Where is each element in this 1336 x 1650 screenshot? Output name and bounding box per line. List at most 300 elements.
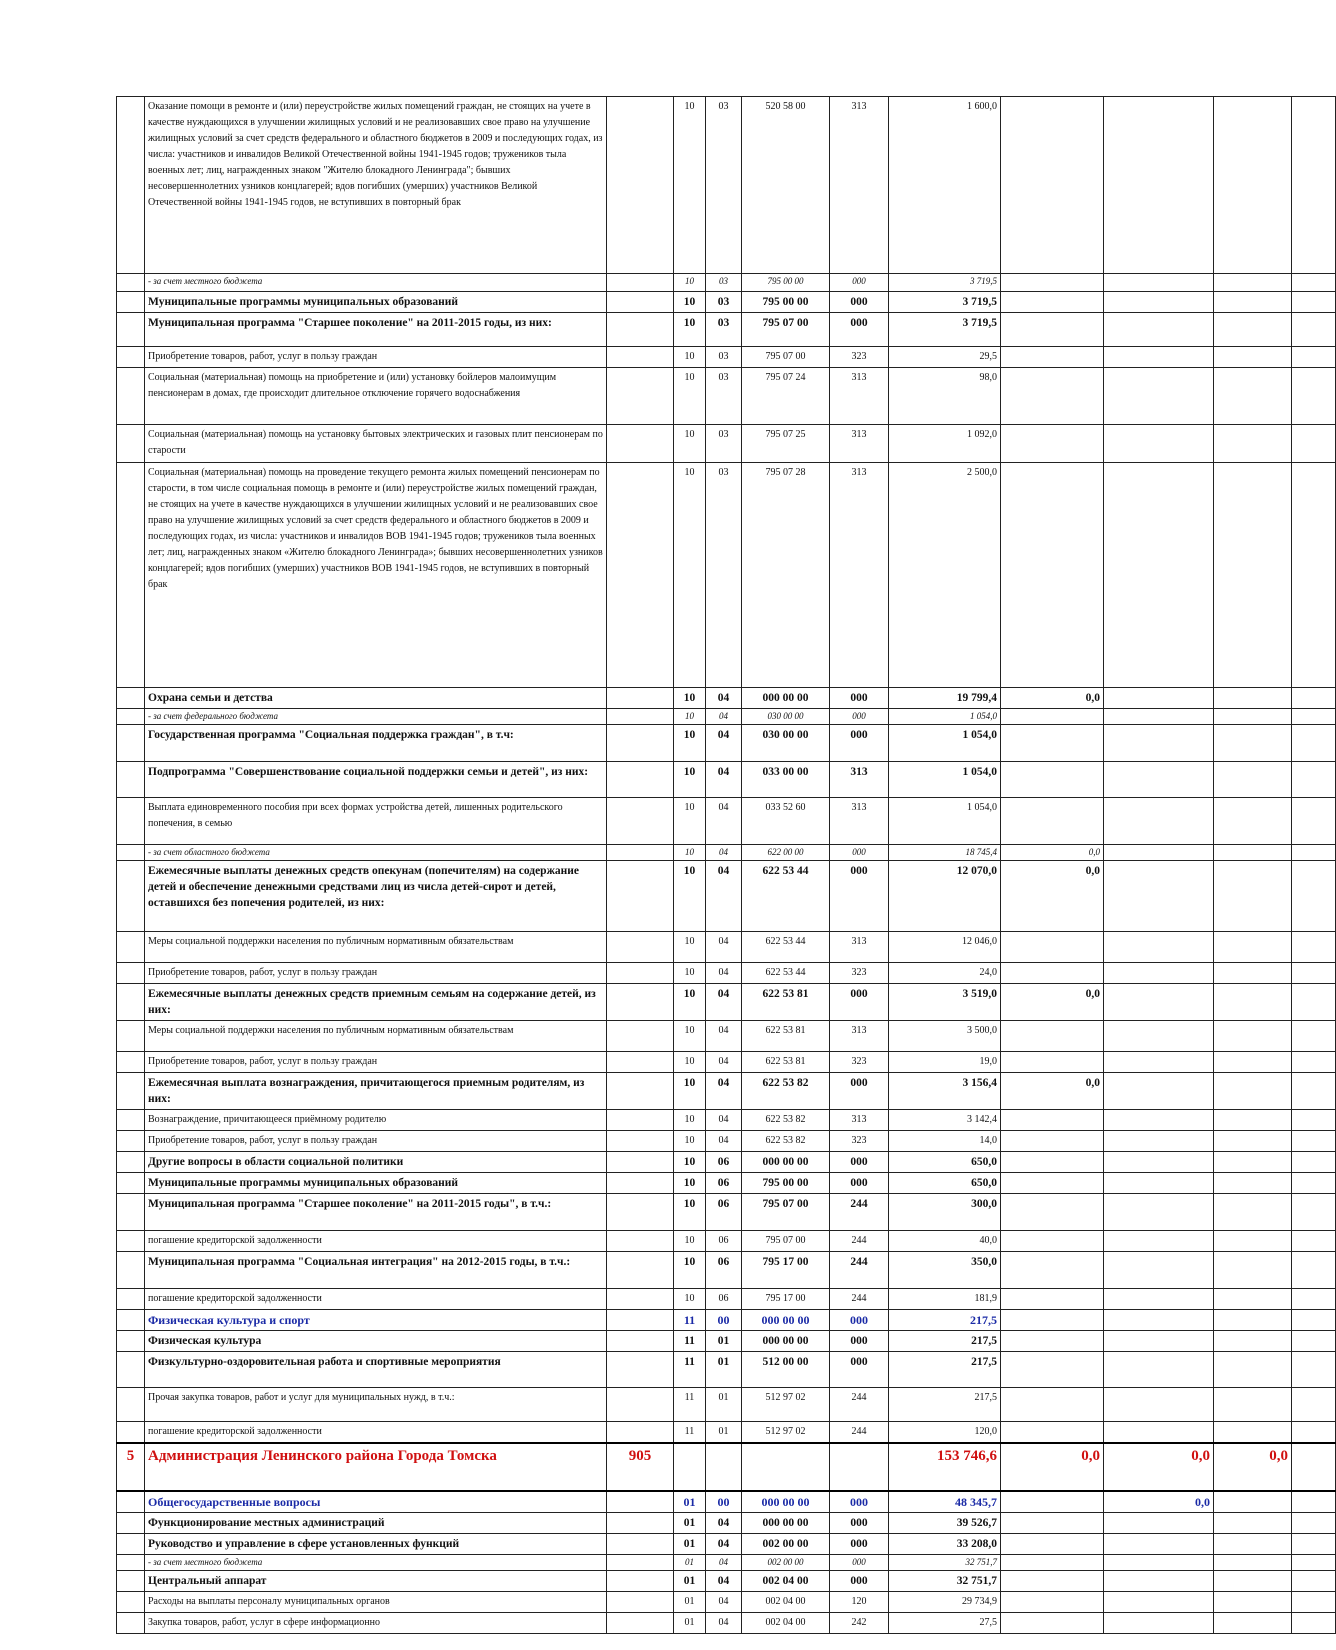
amount-cell: 350,0	[889, 1252, 1001, 1289]
row-index-cell	[117, 347, 145, 368]
description-cell: Ежемесячные выплаты денежных средств опекунам (попечителям) на содержание детей и обеспечение денежными средствами лиц из числа детей-сирот и детей, оставшихся без попечения родителей, из них:	[145, 861, 607, 932]
column-9-cell	[1104, 798, 1214, 845]
description-cell: Закупка товаров, работ, услуг в сфере информационно	[145, 1613, 607, 1634]
column-11-cell	[1292, 1289, 1336, 1310]
column-10-cell	[1214, 845, 1292, 861]
column-11-cell	[1292, 1021, 1336, 1052]
column-8-cell	[1001, 1571, 1104, 1592]
target-article-code-cell: 795 17 00	[742, 1289, 830, 1310]
column-9-cell	[1104, 1110, 1214, 1131]
row-index-cell	[117, 762, 145, 798]
row-index-cell	[117, 1534, 145, 1555]
column-9-cell	[1104, 845, 1214, 861]
table-row	[117, 97, 1336, 274]
section-code-cell: 10	[674, 1110, 706, 1131]
column-8-cell	[1001, 1194, 1104, 1231]
column-8-cell	[1001, 709, 1104, 725]
description-cell: Оказание помощи в ремонте и (или) переустройстве жилых помещений граждан, не стоящих на учете в качестве нуждающихся в улучшении жилищных условий и не реализовавших свое право на улучшение жилищных условий за счет средств федерального и областного бюджетов в 2009 и последующих годах, из числа: участников и инвалидов Великой Отечественной войны 1941-1945 годов; тружеников тыла военных лет; лиц, награжденных знаком "Жителю блокадного Ленинграда"; бывших несовершеннолетних узников концлагерей; вдов погибших (умерших) участников Великой Отечественной войны 1941-1945 годов, не вступивших в повторный брак	[145, 97, 607, 274]
expense-type-code-cell: 313	[830, 932, 889, 963]
description-cell: погашение кредиторской задолженности	[145, 1289, 607, 1310]
column-10-cell	[1214, 1194, 1292, 1231]
section-code-cell: 10	[674, 861, 706, 932]
amount-cell: 40,0	[889, 1231, 1001, 1252]
column-8-cell	[1001, 1052, 1104, 1073]
amount-cell: 1 054,0	[889, 725, 1001, 762]
amount-cell: 27,5	[889, 1613, 1001, 1634]
expense-type-code-cell: 323	[830, 1052, 889, 1073]
section-code-cell: 10	[674, 688, 706, 709]
column-9-cell	[1104, 274, 1214, 292]
target-article-code-cell: 000 00 00	[742, 1491, 830, 1513]
amount-cell: 217,5	[889, 1310, 1001, 1331]
section-code-cell: 10	[674, 798, 706, 845]
column-11-cell	[1292, 347, 1336, 368]
row-index-cell	[117, 292, 145, 313]
column-11-cell	[1292, 1231, 1336, 1252]
column-8-cell	[1001, 1231, 1104, 1252]
table-row	[117, 963, 1336, 984]
column-8-cell	[1001, 1331, 1104, 1352]
column-10-cell	[1214, 1422, 1292, 1444]
column-9-cell	[1104, 1073, 1214, 1110]
expense-type-code-cell: 000	[830, 1331, 889, 1352]
table-row	[117, 1173, 1336, 1194]
expense-type-code-cell: 323	[830, 1131, 889, 1152]
expense-type-code-cell: 000	[830, 274, 889, 292]
column-10-cell	[1214, 1513, 1292, 1534]
expense-type-code-cell: 313	[830, 463, 889, 688]
row-index-cell	[117, 1131, 145, 1152]
amount-cell: 32 751,7	[889, 1555, 1001, 1571]
amount-cell: 217,5	[889, 1331, 1001, 1352]
column-11-cell	[1292, 463, 1336, 688]
section-code-cell: 11	[674, 1388, 706, 1422]
row-index-cell	[117, 1352, 145, 1388]
table-row	[117, 762, 1336, 798]
grbs-code-cell	[607, 1173, 674, 1194]
column-8-cell	[1001, 97, 1104, 274]
column-9-cell	[1104, 1331, 1214, 1352]
column-10-cell	[1214, 1231, 1292, 1252]
subsection-code-cell: 04	[706, 1131, 742, 1152]
column-11-cell	[1292, 313, 1336, 347]
column-8-cell	[1001, 1152, 1104, 1173]
table-row	[117, 1613, 1336, 1634]
grbs-code-cell	[607, 984, 674, 1021]
expense-type-code-cell: 000	[830, 845, 889, 861]
amount-cell: 12 070,0	[889, 861, 1001, 932]
description-cell: Социальная (материальная) помощь на проведение текущего ремонта жилых помещений пенсионерам по старости, в том числе социальная помощь в ремонте и (или) переустройстве жилых помещений граждан, не стоящих на учете в качестве нуждающихся в улучшении жилищных условий и не реализовавших свое право на улучшение жилищных условий за счет средств федерального и областного бюджетов в 2009 и последующих годах, из числа: участников и инвалидов ВОВ 1941-1945 годов; тружеников тыла военных лет; лиц, награжденных знаком «Жителю блокадного Ленинграда»; бывших несовершеннолетних узников концлагерей; вдов погибших (умерших) участников ВОВ 1941-1945 годов, не вступивших в повторный брак	[145, 463, 607, 688]
column-11-cell	[1292, 725, 1336, 762]
target-article-code-cell: 795 17 00	[742, 1252, 830, 1289]
target-article-code-cell: 520 58 00	[742, 97, 830, 274]
column-9-cell	[1104, 1513, 1214, 1534]
description-cell: Физическая культура	[145, 1331, 607, 1352]
column-10-cell	[1214, 1592, 1292, 1613]
column-9-cell	[1104, 368, 1214, 425]
target-article-code-cell: 622 53 81	[742, 1052, 830, 1073]
table-row	[117, 1422, 1336, 1444]
subsection-code-cell: 04	[706, 845, 742, 861]
column-11-cell	[1292, 932, 1336, 963]
table-row	[117, 984, 1336, 1021]
expense-type-code-cell: 313	[830, 798, 889, 845]
column-10-cell	[1214, 1110, 1292, 1131]
column-8-cell: 0,0	[1001, 1073, 1104, 1110]
section-code-cell: 10	[674, 1152, 706, 1173]
subsection-code-cell: 03	[706, 313, 742, 347]
amount-cell: 153 746,6	[889, 1443, 1001, 1491]
column-11-cell	[1292, 798, 1336, 845]
column-9-cell	[1104, 963, 1214, 984]
section-code-cell: 10	[674, 984, 706, 1021]
expense-type-code-cell: 244	[830, 1252, 889, 1289]
target-article-code-cell: 512 00 00	[742, 1352, 830, 1388]
target-article-code-cell: 030 00 00	[742, 709, 830, 725]
column-9-cell	[1104, 1021, 1214, 1052]
amount-cell: 33 208,0	[889, 1534, 1001, 1555]
row-index-cell	[117, 1491, 145, 1513]
grbs-code-cell	[607, 1110, 674, 1131]
grbs-code-cell: 905	[607, 1443, 674, 1491]
description-cell: Социальная (материальная) помощь на приобретение и (или) установку бойлеров малоимущим пенсионерам в домах, где происходит длительное отключение горячего водоснабжения	[145, 368, 607, 425]
column-10-cell	[1214, 1331, 1292, 1352]
row-index-cell	[117, 1613, 145, 1634]
column-10-cell	[1214, 1052, 1292, 1073]
description-cell: Другие вопросы в области социальной политики	[145, 1152, 607, 1173]
target-article-code-cell: 795 07 00	[742, 1231, 830, 1252]
grbs-code-cell	[607, 1131, 674, 1152]
subsection-code-cell: 03	[706, 425, 742, 463]
subsection-code-cell: 04	[706, 688, 742, 709]
expense-type-code-cell: 000	[830, 688, 889, 709]
grbs-code-cell	[607, 762, 674, 798]
expense-type-code-cell: 244	[830, 1388, 889, 1422]
table-row	[117, 688, 1336, 709]
column-11-cell	[1292, 1310, 1336, 1331]
column-9-cell	[1104, 1231, 1214, 1252]
grbs-code-cell	[607, 1231, 674, 1252]
grbs-code-cell	[607, 1388, 674, 1422]
column-11-cell	[1292, 1073, 1336, 1110]
column-10-cell	[1214, 368, 1292, 425]
table-row	[117, 292, 1336, 313]
amount-cell: 19,0	[889, 1052, 1001, 1073]
column-8-cell	[1001, 1352, 1104, 1388]
description-cell: Функционирование местных администраций	[145, 1513, 607, 1534]
section-code-cell: 01	[674, 1513, 706, 1534]
section-code-cell: 10	[674, 1289, 706, 1310]
description-cell: Выплата единовременного пособия при всех формах устройства детей, лишенных родительского попечения, в семью	[145, 798, 607, 845]
description-cell: погашение кредиторской задолженности	[145, 1422, 607, 1444]
amount-cell: 181,9	[889, 1289, 1001, 1310]
row-index-cell	[117, 1231, 145, 1252]
row-index-cell	[117, 1110, 145, 1131]
column-10-cell	[1214, 1352, 1292, 1388]
row-index-cell	[117, 97, 145, 274]
row-index-cell	[117, 313, 145, 347]
description-cell: Прочая закупка товаров, работ и услуг для муниципальных нужд, в т.ч.:	[145, 1388, 607, 1422]
column-11-cell	[1292, 1534, 1336, 1555]
column-10-cell	[1214, 762, 1292, 798]
column-11-cell	[1292, 1110, 1336, 1131]
column-10-cell	[1214, 1571, 1292, 1592]
column-8-cell	[1001, 463, 1104, 688]
description-cell: Муниципальная программа "Старшее поколение" на 2011-2015 годы, из них:	[145, 313, 607, 347]
subsection-code-cell: 06	[706, 1194, 742, 1231]
column-8-cell: 0,0	[1001, 845, 1104, 861]
expense-type-code-cell: 000	[830, 984, 889, 1021]
column-9-cell	[1104, 347, 1214, 368]
table-row	[117, 1555, 1336, 1571]
column-8-cell	[1001, 347, 1104, 368]
row-index-cell	[117, 1073, 145, 1110]
section-code-cell: 10	[674, 368, 706, 425]
column-10-cell	[1214, 463, 1292, 688]
target-article-code-cell: 002 04 00	[742, 1592, 830, 1613]
section-code-cell	[674, 1443, 706, 1491]
amount-cell: 1 054,0	[889, 762, 1001, 798]
amount-cell: 3 719,5	[889, 313, 1001, 347]
column-9-cell	[1104, 861, 1214, 932]
column-10-cell	[1214, 1173, 1292, 1194]
grbs-code-cell	[607, 368, 674, 425]
grbs-code-cell	[607, 1194, 674, 1231]
description-cell: Руководство и управление в сфере установленных функций	[145, 1534, 607, 1555]
subsection-code-cell: 03	[706, 368, 742, 425]
column-8-cell	[1001, 368, 1104, 425]
subsection-code-cell: 04	[706, 1021, 742, 1052]
description-cell: Приобретение товаров, работ, услуг в пользу граждан	[145, 347, 607, 368]
section-code-cell: 01	[674, 1491, 706, 1513]
subsection-code-cell: 01	[706, 1422, 742, 1444]
target-article-code-cell: 000 00 00	[742, 1513, 830, 1534]
section-code-cell: 10	[674, 1194, 706, 1231]
description-cell: Приобретение товаров, работ, услуг в пользу граждан	[145, 1131, 607, 1152]
expense-type-code-cell: 313	[830, 97, 889, 274]
column-11-cell	[1292, 1352, 1336, 1388]
target-article-code-cell: 622 53 44	[742, 932, 830, 963]
row-index-cell	[117, 274, 145, 292]
column-10-cell	[1214, 963, 1292, 984]
expense-type-code-cell: 313	[830, 762, 889, 798]
amount-cell: 1 054,0	[889, 798, 1001, 845]
subsection-code-cell: 04	[706, 1513, 742, 1534]
row-index-cell	[117, 1252, 145, 1289]
grbs-code-cell	[607, 97, 674, 274]
column-10-cell	[1214, 1252, 1292, 1289]
table-row	[117, 347, 1336, 368]
grbs-code-cell	[607, 1073, 674, 1110]
table-row	[117, 313, 1336, 347]
table-row	[117, 1331, 1336, 1352]
table-row	[117, 709, 1336, 725]
row-index-cell	[117, 1388, 145, 1422]
amount-cell: 24,0	[889, 963, 1001, 984]
section-code-cell: 10	[674, 725, 706, 762]
description-cell: Физическая культура и спорт	[145, 1310, 607, 1331]
amount-cell: 300,0	[889, 1194, 1001, 1231]
column-11-cell	[1292, 1422, 1336, 1444]
column-9-cell	[1104, 1194, 1214, 1231]
row-index-cell	[117, 368, 145, 425]
amount-cell: 3 519,0	[889, 984, 1001, 1021]
target-article-code-cell: 512 97 02	[742, 1388, 830, 1422]
column-8-cell	[1001, 1513, 1104, 1534]
subsection-code-cell: 04	[706, 932, 742, 963]
amount-cell: 2 500,0	[889, 463, 1001, 688]
column-11-cell	[1292, 1388, 1336, 1422]
column-9-cell	[1104, 1534, 1214, 1555]
description-cell: Администрация Ленинского района Города Томска	[145, 1443, 607, 1491]
row-index-cell: 5	[117, 1443, 145, 1491]
amount-cell: 48 345,7	[889, 1491, 1001, 1513]
grbs-code-cell	[607, 1491, 674, 1513]
row-index-cell	[117, 1555, 145, 1571]
target-article-code-cell: 000 00 00	[742, 1152, 830, 1173]
column-11-cell	[1292, 1443, 1336, 1491]
table-row	[117, 1194, 1336, 1231]
subsection-code-cell: 04	[706, 1592, 742, 1613]
description-cell: Общегосударственные вопросы	[145, 1491, 607, 1513]
column-11-cell	[1292, 845, 1336, 861]
column-8-cell	[1001, 1491, 1104, 1513]
column-9-cell	[1104, 1310, 1214, 1331]
table-row	[117, 1310, 1336, 1331]
target-article-code-cell: 002 00 00	[742, 1555, 830, 1571]
amount-cell: 1 600,0	[889, 97, 1001, 274]
expense-type-code-cell: 000	[830, 292, 889, 313]
row-index-cell	[117, 963, 145, 984]
row-index-cell	[117, 1422, 145, 1444]
column-10-cell	[1214, 313, 1292, 347]
row-index-cell	[117, 1592, 145, 1613]
subsection-code-cell: 03	[706, 463, 742, 688]
column-9-cell	[1104, 709, 1214, 725]
section-code-cell: 10	[674, 1021, 706, 1052]
column-8-cell: 0,0	[1001, 688, 1104, 709]
table-row	[117, 932, 1336, 963]
column-11-cell	[1292, 1491, 1336, 1513]
amount-cell: 650,0	[889, 1152, 1001, 1173]
grbs-code-cell	[607, 1352, 674, 1388]
section-code-cell: 10	[674, 313, 706, 347]
column-10-cell	[1214, 725, 1292, 762]
description-cell: Государственная программа "Социальная поддержка граждан", в т.ч:	[145, 725, 607, 762]
column-9-cell	[1104, 1252, 1214, 1289]
column-11-cell	[1292, 1613, 1336, 1634]
expense-type-code-cell: 242	[830, 1613, 889, 1634]
column-10-cell	[1214, 274, 1292, 292]
column-10-cell	[1214, 1555, 1292, 1571]
grbs-code-cell	[607, 1289, 674, 1310]
description-cell: Подпрограмма "Совершенствование социальной поддержки семьи и детей", из них:	[145, 762, 607, 798]
table-row	[117, 1252, 1336, 1289]
grbs-code-cell	[607, 1513, 674, 1534]
section-code-cell: 10	[674, 463, 706, 688]
column-8-cell	[1001, 1021, 1104, 1052]
expense-type-code-cell: 000	[830, 709, 889, 725]
target-article-code-cell: 795 07 00	[742, 313, 830, 347]
target-article-code-cell: 622 53 82	[742, 1110, 830, 1131]
expense-type-code-cell: 000	[830, 313, 889, 347]
table-row	[117, 1592, 1336, 1613]
row-index-cell	[117, 984, 145, 1021]
row-index-cell	[117, 798, 145, 845]
expense-type-code-cell: 313	[830, 1110, 889, 1131]
column-9-cell	[1104, 1052, 1214, 1073]
column-10-cell	[1214, 1073, 1292, 1110]
section-code-cell: 10	[674, 963, 706, 984]
column-11-cell	[1292, 1555, 1336, 1571]
row-index-cell	[117, 1052, 145, 1073]
column-10-cell	[1214, 1613, 1292, 1634]
amount-cell: 39 526,7	[889, 1513, 1001, 1534]
target-article-code-cell: 033 52 60	[742, 798, 830, 845]
column-9-cell	[1104, 97, 1214, 274]
row-index-cell	[117, 688, 145, 709]
row-index-cell	[117, 463, 145, 688]
description-cell: Муниципальная программа "Старшее поколение" на 2011-2015 годы", в т.ч.:	[145, 1194, 607, 1231]
expense-type-code-cell: 000	[830, 1352, 889, 1388]
column-11-cell	[1292, 762, 1336, 798]
column-8-cell	[1001, 932, 1104, 963]
column-8-cell	[1001, 1422, 1104, 1444]
column-9-cell	[1104, 1352, 1214, 1388]
subsection-code-cell: 00	[706, 1310, 742, 1331]
description-cell: Меры социальной поддержки населения по публичным нормативным обязательствам	[145, 932, 607, 963]
expense-type-code-cell: 244	[830, 1422, 889, 1444]
column-9-cell	[1104, 1422, 1214, 1444]
section-code-cell: 10	[674, 1252, 706, 1289]
subsection-code-cell: 01	[706, 1388, 742, 1422]
row-index-cell	[117, 709, 145, 725]
column-9-cell	[1104, 932, 1214, 963]
subsection-code-cell: 04	[706, 1555, 742, 1571]
description-cell: Муниципальные программы муниципальных образований	[145, 292, 607, 313]
grbs-code-cell	[607, 1052, 674, 1073]
expense-type-code-cell: 000	[830, 1152, 889, 1173]
section-code-cell: 10	[674, 1131, 706, 1152]
column-10-cell	[1214, 688, 1292, 709]
budget-table-page	[116, 96, 1288, 1634]
table-row	[117, 861, 1336, 932]
column-8-cell	[1001, 1388, 1104, 1422]
target-article-code-cell: 622 00 00	[742, 845, 830, 861]
column-11-cell	[1292, 1052, 1336, 1073]
column-11-cell	[1292, 1173, 1336, 1194]
amount-cell: 29 734,9	[889, 1592, 1001, 1613]
column-8-cell	[1001, 274, 1104, 292]
column-10-cell	[1214, 984, 1292, 1021]
target-article-code-cell: 795 00 00	[742, 1173, 830, 1194]
section-code-cell: 10	[674, 1052, 706, 1073]
column-9-cell	[1104, 1613, 1214, 1634]
table-row	[117, 725, 1336, 762]
column-10-cell	[1214, 1388, 1292, 1422]
amount-cell: 650,0	[889, 1173, 1001, 1194]
table-row	[117, 1021, 1336, 1052]
grbs-code-cell	[607, 274, 674, 292]
expense-type-code-cell: 000	[830, 1534, 889, 1555]
section-code-cell: 10	[674, 762, 706, 798]
column-10-cell	[1214, 1534, 1292, 1555]
column-10-cell	[1214, 292, 1292, 313]
grbs-code-cell	[607, 709, 674, 725]
row-index-cell	[117, 1310, 145, 1331]
table-row	[117, 1352, 1336, 1388]
table-row	[117, 1513, 1336, 1534]
